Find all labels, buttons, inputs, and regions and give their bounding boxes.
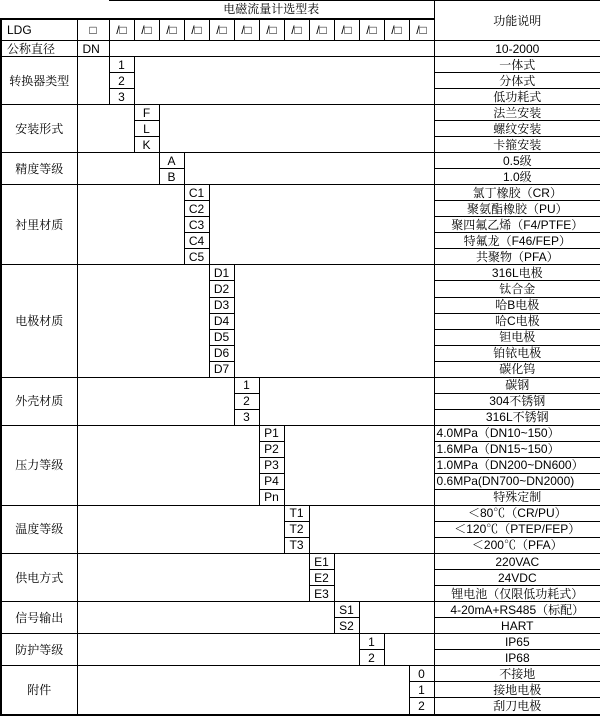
gap-cell [77, 377, 234, 425]
category-label: 供电方式 [1, 554, 77, 602]
code-cell: D6 [209, 345, 234, 361]
model-code-slot: /□ [109, 19, 134, 41]
category-label: 压力等级 [1, 425, 77, 505]
model-code-slot: /□ [184, 19, 209, 41]
category-label: 防护等级 [1, 634, 77, 666]
code-cell: P2 [259, 441, 284, 457]
desc-cell: 1.0MPa（DN200~DN600） [434, 457, 600, 473]
model-code-slot: /□ [284, 19, 309, 41]
gap-cell [77, 57, 109, 105]
code-cell: Pn [259, 489, 284, 505]
model-code-slot: /□ [234, 19, 259, 41]
code-cell: 2 [234, 393, 259, 409]
desc-cell: 一体式 [434, 57, 600, 73]
code-cell: 1 [359, 634, 384, 650]
desc-cell: 碳化钨 [434, 361, 600, 377]
desc-cell: 4.0MPa（DN10~150） [434, 425, 600, 441]
code-cell: E2 [309, 570, 334, 586]
desc-cell: 4-20mA+RS485（标配） [434, 602, 600, 618]
code-cell: 1 [409, 682, 434, 698]
table-title: 电磁流量计选型表 [109, 1, 434, 19]
code-cell: 3 [109, 89, 134, 105]
gap-cell [77, 425, 259, 505]
gap-cell [359, 602, 434, 634]
code-cell: D1 [209, 265, 234, 281]
desc-cell: 24VDC [434, 570, 600, 586]
code-cell: C2 [184, 201, 209, 217]
gap-cell [209, 185, 434, 265]
model-code-box: □ [77, 19, 109, 41]
desc-cell: 1.0级 [434, 169, 600, 185]
code-cell: D3 [209, 297, 234, 313]
code-cell: D5 [209, 329, 234, 345]
desc-cell: ＜80℃（CR/PU） [434, 505, 600, 521]
desc-cell: HART [434, 618, 600, 634]
code-cell: 1 [234, 377, 259, 393]
desc-cell: 特氟龙（F46/FEP） [434, 233, 600, 249]
desc-cell: 钽电极 [434, 329, 600, 345]
category-label: 温度等级 [1, 505, 77, 553]
gap-cell [134, 57, 434, 105]
category-label: 外壳材质 [1, 377, 77, 425]
desc-cell: 钛合金 [434, 281, 600, 297]
code-cell: 0 [409, 666, 434, 682]
gap-cell [77, 153, 159, 185]
desc-cell: 10-2000 [434, 41, 600, 57]
desc-cell: 共聚物（PFA） [434, 249, 600, 265]
code-cell: E1 [309, 554, 334, 570]
code-cell: 3 [234, 409, 259, 425]
model-code-slot: /□ [334, 19, 359, 41]
gap-cell [309, 505, 434, 553]
desc-cell: 聚四氟乙烯（F4/PTFE） [434, 217, 600, 233]
category-label: 附件 [1, 666, 77, 715]
desc-cell: 法兰安装 [434, 105, 600, 121]
gap-cell [77, 265, 209, 377]
code-cell: P1 [259, 425, 284, 441]
gap-cell [77, 505, 284, 553]
gap-cell [184, 153, 434, 185]
desc-cell: 螺纹安装 [434, 121, 600, 137]
desc-cell: 锂电池（仅限低功耗式） [434, 586, 600, 602]
model-code-slot: /□ [384, 19, 409, 41]
desc-cell: 接地电极 [434, 682, 600, 698]
desc-cell: 304不锈钢 [434, 393, 600, 409]
desc-cell: 铂铱电极 [434, 345, 600, 361]
category-label: 公称直径 [1, 41, 77, 57]
desc-cell: 1.6MPa（DN15~150） [434, 441, 600, 457]
code-cell: B [159, 169, 184, 185]
code-cell: F [134, 105, 159, 121]
code-cell: T2 [284, 521, 309, 537]
gap-cell [77, 105, 134, 153]
desc-cell: 哈C电极 [434, 313, 600, 329]
desc-cell: IP68 [434, 650, 600, 666]
desc-cell: 不接地 [434, 666, 600, 682]
code-cell: D7 [209, 361, 234, 377]
code-cell: E3 [309, 586, 334, 602]
code-cell: T3 [284, 537, 309, 553]
model-prefix: LDG [1, 19, 77, 41]
category-label: 电极材质 [1, 265, 77, 377]
desc-cell: 220VAC [434, 554, 600, 570]
desc-cell: IP65 [434, 634, 600, 650]
title-left-spacer [1, 1, 109, 19]
model-code-slot: /□ [409, 19, 434, 41]
code-cell: C5 [184, 249, 209, 265]
code-cell: C4 [184, 233, 209, 249]
model-code-slot: /□ [359, 19, 384, 41]
code-cell: A [159, 153, 184, 169]
gap-cell [77, 634, 359, 666]
code-cell: 1 [109, 57, 134, 73]
category-label: 精度等级 [1, 153, 77, 185]
model-code-slot: /□ [134, 19, 159, 41]
desc-cell: 刮刀电极 [434, 698, 600, 715]
gap-cell [384, 634, 434, 666]
desc-cell: 低功耗式 [434, 89, 600, 105]
desc-cell: 哈B电极 [434, 297, 600, 313]
gap-cell [234, 265, 434, 377]
gap-cell [109, 41, 434, 57]
gap-cell [159, 105, 434, 153]
gap-cell [77, 666, 409, 715]
gap-cell [259, 377, 434, 425]
gap-cell [77, 602, 334, 634]
code-cell: P3 [259, 457, 284, 473]
code-cell: C3 [184, 217, 209, 233]
code-cell: K [134, 137, 159, 153]
desc-cell: ＜200℃（PFA） [434, 537, 600, 553]
model-code-slot: /□ [309, 19, 334, 41]
code-cell: S1 [334, 602, 359, 618]
desc-cell: 氯丁橡胶（CR） [434, 185, 600, 201]
desc-cell: 分体式 [434, 73, 600, 89]
desc-cell: 0.5级 [434, 153, 600, 169]
desc-cell: 卡箍安装 [434, 137, 600, 153]
category-label: 衬里材质 [1, 185, 77, 265]
model-code-slot: /□ [209, 19, 234, 41]
code-cell: C1 [184, 185, 209, 201]
desc-cell: 0.6MPa(DN700~DN2000) [434, 473, 600, 489]
desc-cell: 聚氨酯橡胶（PU） [434, 201, 600, 217]
desc-cell: 碳钢 [434, 377, 600, 393]
code-cell: P4 [259, 473, 284, 489]
code-cell: D4 [209, 313, 234, 329]
code-cell: DN [77, 41, 109, 57]
model-code-slot: /□ [259, 19, 284, 41]
code-cell: L [134, 121, 159, 137]
gap-cell [284, 425, 434, 505]
desc-cell: 特殊定制 [434, 489, 600, 505]
code-cell: 2 [359, 650, 384, 666]
gap-cell [77, 554, 309, 602]
code-cell: T1 [284, 505, 309, 521]
code-cell: S2 [334, 618, 359, 634]
desc-cell: 316L不锈钢 [434, 409, 600, 425]
model-code-slot: /□ [159, 19, 184, 41]
category-label: 转换器类型 [1, 57, 77, 105]
category-label: 信号输出 [1, 602, 77, 634]
code-cell: 2 [409, 698, 434, 715]
category-label: 安装形式 [1, 105, 77, 153]
gap-cell [77, 185, 184, 265]
code-cell: D2 [209, 281, 234, 297]
desc-cell: ＜120℃（PTEP/FEP） [434, 521, 600, 537]
function-desc-header: 功能说明 [434, 1, 600, 41]
gap-cell [334, 554, 434, 602]
desc-cell: 316L电极 [434, 265, 600, 281]
code-cell: 2 [109, 73, 134, 89]
